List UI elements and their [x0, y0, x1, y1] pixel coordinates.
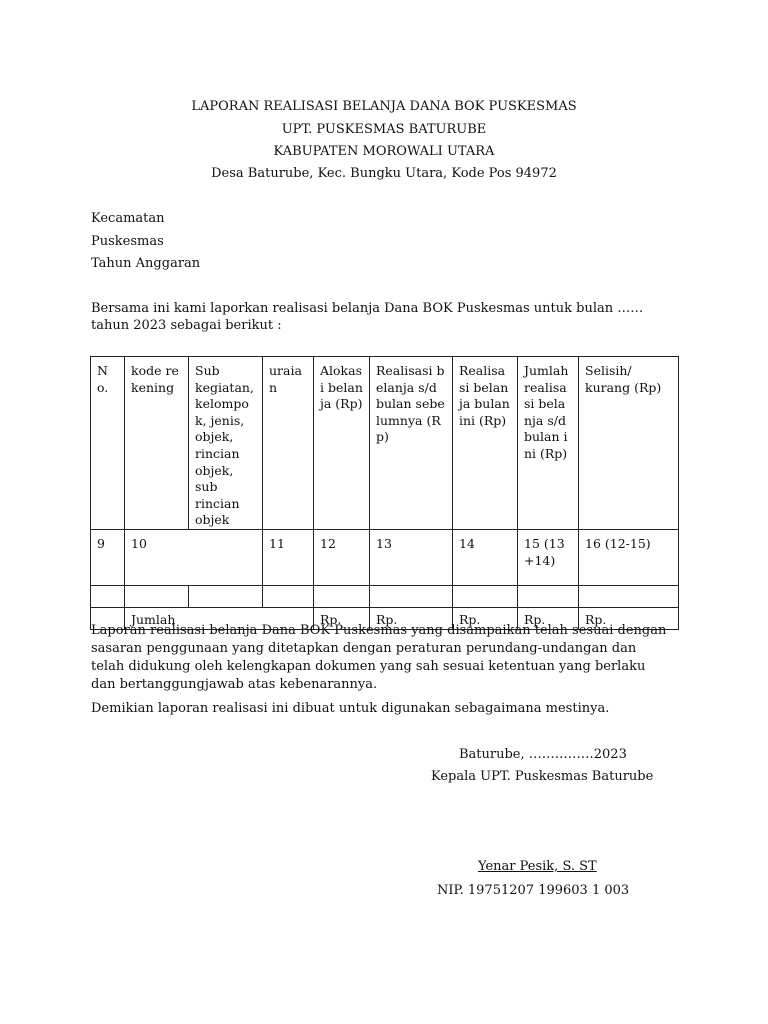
empty-cell	[579, 585, 679, 607]
signer-name: Yenar Pesik, S. ST	[478, 859, 597, 874]
number-cell: 15 (13+14)	[518, 529, 579, 585]
header-cell-uraian: uraian	[263, 357, 314, 530]
total-jumlah-realisasi: Rp.	[518, 607, 579, 629]
number-cell: 14	[453, 529, 518, 585]
header-cell-jumlah-realisasi: Jumlah realisasi belanja s/d bulan ini (Rp)	[518, 357, 579, 530]
kecamatan-label: Kecamatan	[91, 211, 165, 226]
total-alokasi: Rp.	[314, 607, 370, 629]
signer-position: Kepala UPT. Puskesmas Baturube	[431, 769, 654, 784]
empty-cell	[263, 585, 314, 607]
total-selisih: Rp.	[579, 607, 679, 629]
empty-cell	[518, 585, 579, 607]
total-realisasi-sebelum: Rp.	[370, 607, 453, 629]
header-cell-sub-kegiatan: Sub kegiatan, kelompok, jenis, objek, rincian objek, sub rincian objek	[189, 357, 263, 530]
table-number-row	[91, 529, 679, 585]
institution-name: UPT. PUSKESMAS BATURUBE	[281, 122, 487, 137]
total-label: Jumlah	[125, 607, 314, 629]
number-cell: 11	[263, 529, 314, 585]
header-cell-realisasi-sebelum: Realisasi belanja s/d bulan sebelumnya (Rp)	[370, 357, 453, 530]
report-title: LAPORAN REALISASI BELANJA DANA BOK PUSKESMAS	[191, 99, 577, 114]
empty-cell	[370, 585, 453, 607]
intro-paragraph: Bersama ini kami laporkan realisasi belanja Dana BOK Puskesmas untuk bulan …… tahun 2023 sebagai berikut :	[91, 301, 644, 333]
closing-paragraph: Demikian laporan realisasi ini dibuat untuk digunakan sebagaimana mestinya.	[91, 701, 610, 716]
header-cell-no: No.	[91, 357, 125, 530]
place-date: Baturube, ……………2023	[459, 747, 627, 762]
number-cell: 12	[314, 529, 370, 585]
empty-cell	[453, 585, 518, 607]
total-realisasi-ini: Rp.	[453, 607, 518, 629]
statement-paragraph: Laporan realisasi belanja Dana BOK Puskesmas yang disampaikan telah sesuai dengan sasaran penggunaan yang ditetapkan dengan peraturan perundang-undangan dan telah didukung oleh kelengkapan dokumen yang sah sesuai ketentuan yang berlaku dan bertanggungjawab atas kebenarannya.	[91, 623, 667, 692]
number-cell: 10	[125, 529, 263, 585]
empty-cell	[189, 585, 263, 607]
number-cell: 13	[370, 529, 453, 585]
regency-name: KABUPATEN MOROWALI UTARA	[273, 144, 495, 159]
header-cell-selisih: Selisih/ kurang (Rp)	[579, 357, 679, 530]
puskesmas-label: Puskesmas	[91, 234, 164, 249]
address-line: Desa Baturube, Kec. Bungku Utara, Kode Pos 94972	[211, 166, 557, 181]
table-empty-row	[91, 585, 679, 607]
number-cell: 9	[91, 529, 125, 585]
header-cell-alokasi: Alokasi belanja (Rp)	[314, 357, 370, 530]
empty-cell	[314, 585, 370, 607]
empty-cell	[125, 585, 189, 607]
signer-nip: NIP. 19751207 199603 1 003	[437, 883, 630, 898]
header-cell-kode-rekening: kode rekening	[125, 357, 189, 530]
header-cell-realisasi-ini: Realisasi belanja bulan ini (Rp)	[453, 357, 518, 530]
empty-cell	[91, 585, 125, 607]
realization-table	[90, 356, 679, 630]
table-header-row	[91, 357, 679, 530]
tahun-anggaran-label: Tahun Anggaran	[91, 256, 201, 271]
number-cell: 16 (12-15)	[579, 529, 679, 585]
